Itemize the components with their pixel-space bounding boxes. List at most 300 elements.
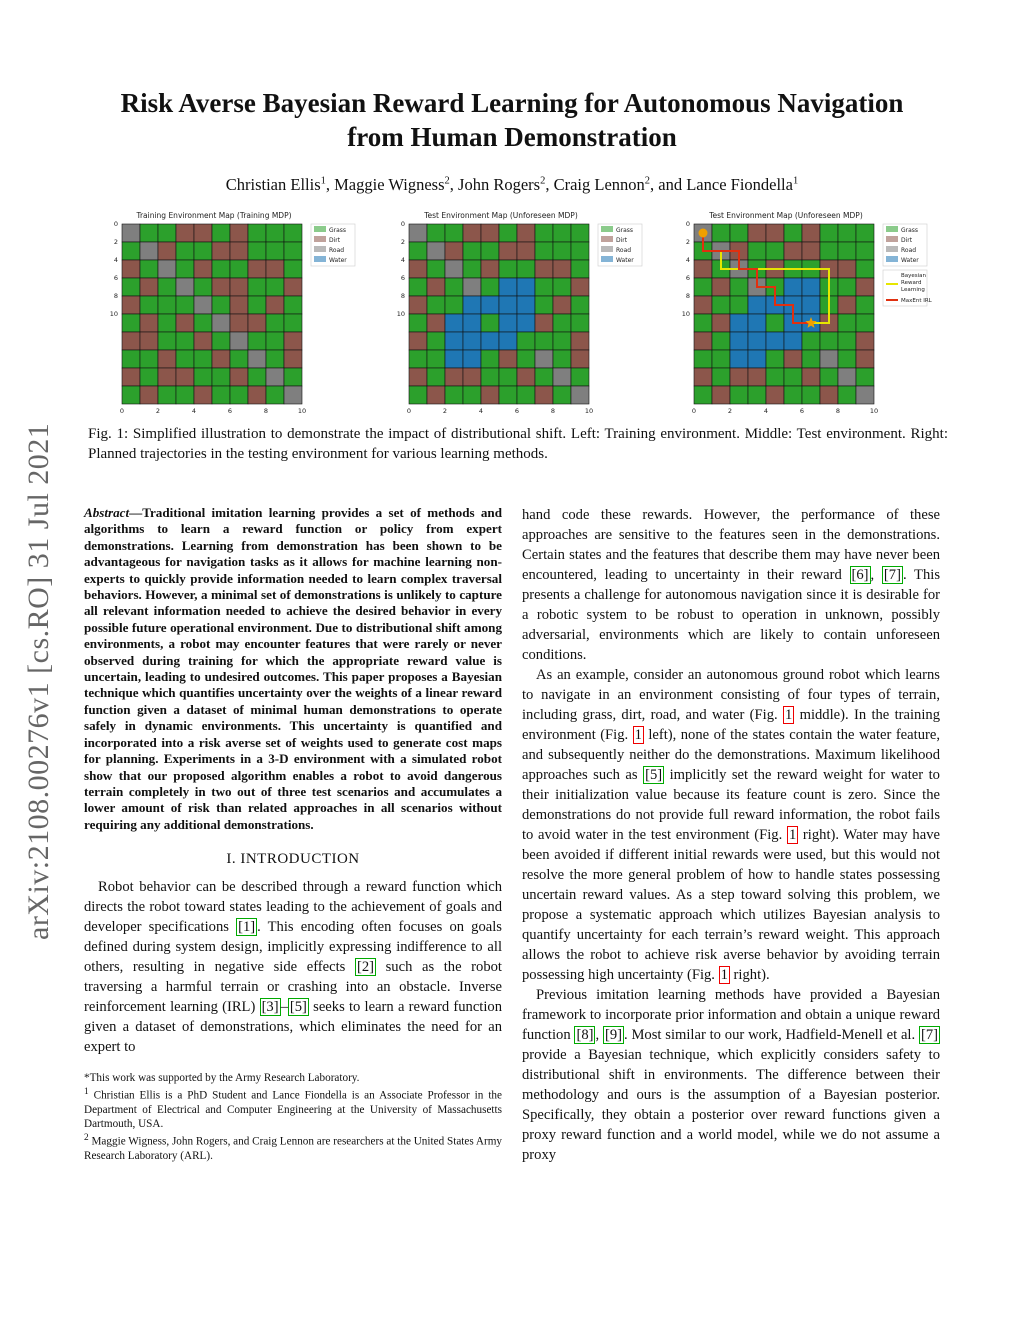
grid-cell [499,314,517,332]
grid-cell [158,314,176,332]
grid-cell [712,332,730,350]
grid-cell [481,260,499,278]
grid-cell [194,314,212,332]
grid-cell [838,278,856,296]
x-tick-label: 6 [799,407,805,415]
figure-test-map [395,210,645,415]
grid-cell [499,260,517,278]
legend-swatch [886,246,898,252]
grid-cell [571,350,589,368]
right-paragraph-3: Previous imitation learning methods have provided a Bayesian framework to incorporate prior information and obtain a unique reward function [8] , [9] . Most similar to our work, Hadfield-Menell et al. [7] provide a Bayesian technique, which explicitly considers safety to distributional shift in environments. The difference between their methodology and ours is the assumption of a Bayesian posterior. Specifically, they obtain a posterior over reward functions given a proxy reward function and a world model, while we do not assume a proxy [522,987,940,1163]
citation-5b[interactable]: [5] [645,767,663,783]
grid-cell [730,332,748,350]
grid-cell [409,278,427,296]
grid-cell [409,386,427,404]
grid-cell [212,386,230,404]
grid-cell [266,278,284,296]
grid-cell [122,368,140,386]
grid-cell [517,350,535,368]
grid-cell [748,296,766,314]
grid-cell [230,260,248,278]
grid-cell [838,314,856,332]
y-tick-label: 10 [109,310,118,318]
grid-cell [535,386,553,404]
grid-cell [122,278,140,296]
grid-cell [766,242,784,260]
grid-cell [427,386,445,404]
grid-cell [517,314,535,332]
grid-cell [553,386,571,404]
figure-link-4[interactable]: 1 [720,967,728,983]
grid-cell [712,296,730,314]
grid-cell [766,368,784,386]
right-paragraph-1: hand code these rewards. However, the performance of these approaches are sensitive to the features seen in the demonstrations. Certain states and the features that describe them may have never been encountered, leading to uncertainty in their reward [6] , [7] . This presents a challenge for autonomous navigation since it is desirable for a robotic system to be robust to operation in unknown, possibly adversarial, environments which are likely to contain unforeseen conditions. [522,507,940,663]
grid-cell [463,242,481,260]
y-tick-label: 2 [113,238,118,246]
grid-cell [694,278,712,296]
grid-cell [553,332,571,350]
grid-cell [158,350,176,368]
grid-cell [784,242,802,260]
legend-label: Grass [329,227,347,234]
grid-cell [712,386,730,404]
y-tick-label: 8 [113,292,118,300]
grid-cell [820,332,838,350]
grid-cell [856,350,874,368]
citation-7[interactable]: [7] [883,567,901,583]
grid-cell [748,332,766,350]
grid-cell [284,386,302,404]
grid-cell [535,224,553,242]
grid-cell [284,350,302,368]
legend-swatch [314,226,326,232]
grid-cell [748,314,766,332]
grid-cell [499,386,517,404]
grid-cell [499,368,517,386]
y-tick-label: 4 [685,256,690,264]
grid-cell [553,314,571,332]
x-tick-label: 0 [691,407,697,415]
grid-cell [499,350,517,368]
grid-cell [481,242,499,260]
grid-cell [248,224,266,242]
grid-cell [427,260,445,278]
grid-cell [266,260,284,278]
grid-cell [571,332,589,350]
legend-swatch [314,236,326,242]
grid-cell [571,296,589,314]
legend-swatch [601,256,613,262]
grid-cell [553,296,571,314]
x-tick-label: 6 [514,407,520,415]
grid-cell [802,242,820,260]
grid-cell [517,242,535,260]
grid-cell [248,332,266,350]
grid-cell [140,332,158,350]
right-column [522,505,940,1165]
y-tick-label: 4 [400,256,405,264]
y-tick-label: 4 [113,256,118,264]
grid-cell [694,296,712,314]
grid-cell [409,224,427,242]
grid-cell [409,350,427,368]
grid-cell [856,386,874,404]
grid-cell [212,332,230,350]
grid-cell [535,278,553,296]
grid-cell [730,350,748,368]
grid-cell [802,296,820,314]
grid-cell [176,314,194,332]
grid-cell [784,386,802,404]
grid-cell [535,350,553,368]
x-tick-label: 10 [584,407,594,415]
grid-cell [766,314,784,332]
legend-label: Road [616,247,632,254]
legend-label: Water [901,257,919,264]
grid-cell [248,350,266,368]
grid-cell [517,332,535,350]
grid-cell [535,314,553,332]
grid-cell [571,224,589,242]
grid-cell [517,386,535,404]
abstract-label: Abstract [84,505,130,520]
grid-cell [445,350,463,368]
author-list: Christian Ellis$^1$, Maggie Wigness$^2$, John Rogers$^2$, Craig Lennon$^2$, and Lance Fiondella$^1$ [225,175,799,194]
citation-7b[interactable]: [7] [920,1027,938,1043]
y-tick-label: 0 [685,220,690,228]
grid-cell [140,224,158,242]
grid-cell [445,296,463,314]
grid-cell [176,386,194,404]
legend-swatch [314,246,326,252]
grid-cell [571,278,589,296]
grid-cell [140,314,158,332]
grid-cell [230,278,248,296]
legend-label: Water [616,257,634,264]
grid-cell [838,242,856,260]
grid-cell [284,332,302,350]
grid-cell [248,386,266,404]
x-tick-label: 0 [406,407,412,415]
grid-cell [212,350,230,368]
grid-cell [694,260,712,278]
grid-cell [820,350,838,368]
grid-cell [571,314,589,332]
arxiv-identifier: arXiv:2108.00276v1 [cs.RO] 31 Jul 2021 [22,422,55,940]
grid-cell [463,260,481,278]
grid-cell [856,314,874,332]
footnote-2: $^2$ Maggie Wigness, John Rogers, and Craig Lennon are researchers at the United States Army Research Laboratory (ARL). [84,1132,502,1162]
grid-cell [427,314,445,332]
author-5: Lance Fiondella$^1$ [686,175,799,194]
grid-cell [427,368,445,386]
grid-cell [571,386,589,404]
y-tick-label: 8 [685,292,690,300]
grid-cell [712,314,730,332]
grid-cell [122,296,140,314]
grid-cell [748,350,766,368]
grid-cell [571,260,589,278]
y-tick-label: 8 [400,292,405,300]
grid-cell [212,260,230,278]
grid-cell [212,368,230,386]
grid-cell [230,368,248,386]
x-tick-label: 4 [763,407,769,415]
grid-cell [748,386,766,404]
grid-cell [553,368,571,386]
grid-cell [535,260,553,278]
grid-cell [445,332,463,350]
y-tick-label: 0 [113,220,118,228]
grid-cell [409,332,427,350]
grid-cell [266,368,284,386]
grid-cell [820,242,838,260]
grid-cell [748,242,766,260]
grid-cell [694,332,712,350]
grid-cell [158,242,176,260]
legend-swatch [886,226,898,232]
grid-cell [499,296,517,314]
grid-cell [766,224,784,242]
legend-swatch [314,256,326,262]
citation-6[interactable]: [6] [851,567,869,583]
grid-cell [802,224,820,242]
legend-label: MaxEnt IRL [901,298,932,304]
grid-cell [517,296,535,314]
figure-link-1[interactable]: 1 [784,707,793,723]
grid-cell [766,350,784,368]
grid-cell [122,314,140,332]
grid-cell [481,386,499,404]
grid-cell [284,296,302,314]
author-2: Maggie Wigness$^2$ [334,175,450,194]
grid-cell [158,368,176,386]
grid-cell [802,386,820,404]
grid-cell [499,242,517,260]
footnotes [84,1071,502,1162]
grid-cell [212,224,230,242]
grid-cell [838,260,856,278]
abstract [84,505,502,833]
grid-cell [122,386,140,404]
grid-cell [427,350,445,368]
grid-cell [122,350,140,368]
grid-cell [838,332,856,350]
grid-cell [535,242,553,260]
grid-cell [158,278,176,296]
grid-cell [409,296,427,314]
grid-cell [158,296,176,314]
grid-cell [266,314,284,332]
figure-link-3[interactable]: 1 [788,827,797,843]
grid-cell [212,278,230,296]
grid-cell [194,296,212,314]
grid-cell [230,350,248,368]
grid-cell [248,278,266,296]
grid-cell [553,224,571,242]
grid-cell [122,224,140,242]
legend-label: Grass [901,227,919,234]
grid-cell [784,224,802,242]
grid-cell [784,350,802,368]
grid-cell [176,260,194,278]
grid-cell [838,350,856,368]
grid-cell [784,368,802,386]
grid-cell [730,386,748,404]
grid-cell [481,350,499,368]
grid-cell [694,386,712,404]
grid-cell [481,278,499,296]
grid-cell [499,332,517,350]
y-tick-label: 2 [400,238,405,246]
grid-cell [176,296,194,314]
legend-label: Reward [901,280,922,286]
grid-cell [535,296,553,314]
grid-cell [158,224,176,242]
grid-cell [194,224,212,242]
grid-cell [571,368,589,386]
paper-title [60,86,964,154]
grid-cell [856,368,874,386]
abstract-text: —Traditional imitation learning provides a set of methods and algorithms to learn a reward function or policy from expert demonstrations. Learning from demonstration has been shown to be advantageous for navigation tasks as it allows for machine learning non-experts to quickly provide information needed to learn complex traversal behaviors. However, a minimal set of demonstrations is unlikely to capture all relevant information needed to achieve the desired behavior in every possible future operational environment. Due to distributional shift among environments, a robot may encounter features that were rarely or never observed during training for which the appropriate reward value is uncertain, leading to undesired outcomes. This paper proposes a Bayesian technique which quantifies uncertainty over the weights of a linear reward function given a dataset of minimal human demonstrations to operate safely in dynamic environments. This uncertainty is quantified and incorporated into a risk averse set of weights used to generate cost maps for planning. Experiments in a 3-D environment with a simulated robot show that our proposed algorithm enables a robot to avoid dangerous terrain completely in two out of three test scenarios and accumulates a lower amount of risk than related approaches in all scenarios without requiring any additional demonstrations. [84,505,502,832]
grid-cell [553,350,571,368]
legend-swatch [886,236,898,242]
grid-cell [194,260,212,278]
legend-swatch [601,236,613,242]
grid-cell [427,278,445,296]
right-paragraph-2: As an example, consider an autonomous ground robot which learns to navigate in an environment consisting of four types of terrain, including grass, dirt, road, and water (Fig. 1 middle). In the training environment (Fig. 1 left), none of the states contain the water feature, and subsequently neither do the demonstrations. Maximum likelihood approaches such as [5] implicitly set the reward weight for water to their initialization value because its feature count is zero. Since the demonstrations do not provide full reward information, the robot fails to avoid water in the test environment (Fig. 1 right). Water may have been avoided if different initial rewards were used, but this would not resolve the more general problem of how to handle states possessing uncertain reward values. As a step toward solving this problem, we propose a systematic approach which utilizes Bayesian analysis to quantify uncertainty for each terrain’s reward weight. This approach allows the robot to achieve risk averse behavior by avoiding terrain possessing high uncertainty (Fig. 1 right). [522,667,940,983]
author-4: Craig Lennon$^2$ [553,175,651,194]
grid-cell [140,368,158,386]
grid-cell [194,278,212,296]
grid-cell [176,278,194,296]
y-tick-label: 2 [685,238,690,246]
grid-cell [856,260,874,278]
grid-cell [427,242,445,260]
footnote-1: $^1$ Christian Ellis is a PhD Student and Lance Fiondella is an Associate Professor in the Department of Electrical and Computer Engineering at the University of Massachusetts Dartmouth, USA. [84,1087,502,1130]
grid-cell [838,224,856,242]
grid-cell [712,278,730,296]
grid-cell [535,368,553,386]
grid-cell [463,332,481,350]
grid-cell [445,278,463,296]
grid-cell [694,314,712,332]
citation-3[interactable]: [3] [261,999,279,1016]
x-tick-label: 2 [155,407,161,415]
citation-8[interactable]: [8] [576,1027,594,1043]
grid-cell [194,242,212,260]
y-tick-label: 10 [681,310,690,318]
grid-cell [730,296,748,314]
grid-cell [481,314,499,332]
grid-cell [802,350,820,368]
grid-cell [730,314,748,332]
grid-cell [463,224,481,242]
legend-swatch [886,256,898,262]
legend-swatch [601,246,613,252]
legend-label: Water [329,257,347,264]
grid-cell [820,224,838,242]
grid-cell [409,242,427,260]
citation-1[interactable]: [1] [238,919,256,936]
grid-cell [463,350,481,368]
grid-cell [838,296,856,314]
grid-cell [284,224,302,242]
grid-cell [284,314,302,332]
grid-cell [481,368,499,386]
legend-label: Road [901,247,917,254]
grid-cell [248,296,266,314]
grid-cell [140,296,158,314]
grid-cell [122,260,140,278]
grid-cell [517,278,535,296]
figure-link-2[interactable]: 1 [634,727,642,743]
grid-cell [212,296,230,314]
grid-cell [694,368,712,386]
legend-label: Bayesian [901,273,927,279]
grid-cell [158,260,176,278]
grid-cell [212,242,230,260]
grid-cell [517,368,535,386]
grid-cell [140,350,158,368]
grid-cell [712,350,730,368]
grid-cell [445,242,463,260]
grid-cell [140,278,158,296]
citation-9[interactable]: [9] [604,1027,622,1043]
grid-cell [266,332,284,350]
author-1: Christian Ellis$^1$ [225,175,326,194]
grid-cell [712,224,730,242]
figure-title: Test Environment Map (Unforeseen MDP) [424,211,578,220]
grid-cell [248,242,266,260]
grid-cell [856,296,874,314]
grid-cell [784,332,802,350]
y-tick-label: 6 [400,274,405,282]
grid-cell [553,242,571,260]
grid-cell [481,296,499,314]
grid-cell [694,350,712,368]
grid-cell [445,260,463,278]
legend-swatch [601,226,613,232]
title-line-2: from Human Demonstration [347,122,677,152]
grid-cell [712,368,730,386]
grid-cell [766,332,784,350]
grid-cell [248,314,266,332]
grid-cell [748,224,766,242]
legend-label: Dirt [901,237,913,244]
grid-cell [122,332,140,350]
grid-cell [463,314,481,332]
grid-cell [802,332,820,350]
citation-5[interactable]: [5] [289,999,307,1016]
x-tick-label: 2 [442,407,448,415]
grid-cell [158,386,176,404]
legend-label: Learning [901,287,925,293]
citation-2[interactable]: [2] [356,959,374,976]
grid-cell [409,314,427,332]
x-tick-label: 4 [478,407,484,415]
grid-cell [176,242,194,260]
grid-cell [284,260,302,278]
grid-cell [571,242,589,260]
grid-cell [176,350,194,368]
grid-cell [553,278,571,296]
title-line-1: Risk Averse Bayesian Reward Learning for Autonomous Navigation [120,88,904,118]
y-tick-label: 10 [396,310,405,318]
grid-cell [481,332,499,350]
grid-cell [856,242,874,260]
x-tick-label: 8 [263,407,269,415]
